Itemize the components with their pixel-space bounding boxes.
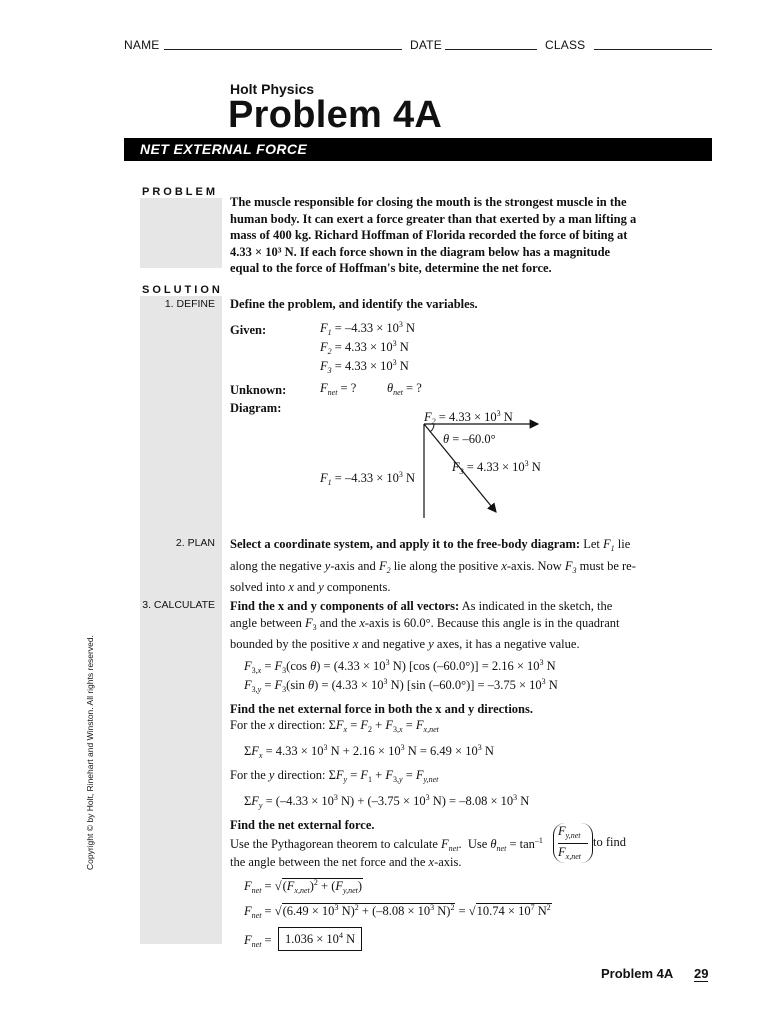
- name-blank-line: [164, 49, 402, 50]
- pythagorean-text: Use the Pythagorean theorem to calculate $F_{net}$. Use $\theta_{net} = \tan^{-1}$: [230, 836, 543, 853]
- define-heading: Define the problem, and identify the variables.: [230, 297, 478, 311]
- fraction-bar: [558, 843, 588, 844]
- calculate-heading-net: Find the net external force.: [230, 818, 375, 832]
- plan-heading: Select a coordinate system, and apply it to the free-body diagram:: [230, 537, 581, 551]
- eq-sum-fy: $\Sigma F_y = (-4.33 \times 10^3$ $N) + (-3.75 \times 10^3$ $N) = -8.08 \times 10^3$ N: [244, 793, 530, 810]
- f3-label: $F_3 = 4.33 \times 10^3$ N: [452, 459, 541, 476]
- calculate-heading-net-xy: Find the net external force in both the x and y directions.: [230, 702, 534, 716]
- eq-f3x: $F_{3,x} = F_3(\cos$ $\theta) = (4.33 \times 10^3$ N) [cos $(-60.0^\circ)] = 2.16 \times 10^3$ N: [244, 658, 556, 675]
- name-label: NAME: [124, 38, 160, 52]
- solution-section-label: SOLUTION: [142, 284, 223, 296]
- eq-fnet-values: $F_{net} = √(6.49 \times 10^3$ $N)^2 + (-8.08 \times 10^3$ $N)^2 = √10.74 \times 10^7$ $N^2$: [244, 903, 551, 920]
- problem-margin-box: [140, 198, 222, 268]
- f1-label: $F_1 = -4.33 \times 10^3$ N: [320, 470, 416, 487]
- problem-statement: The muscle responsible for closing the mouth is the strongest muscle in the human body. It can exert a force greater than that exerted by a man lifting a mass of 400 kg. Richard Hoffman of Florida recorded the force of biting at 4.33 × 10³ N. If each force shown in the diagram below has a magnitude equal to the force of Hoffman's bite, determine the net force.: [230, 195, 637, 275]
- footer-title: Problem 4A: [601, 966, 674, 981]
- eq-fnet-label: $F_{net}$ =: [244, 933, 272, 949]
- solution-margin-box: [140, 296, 222, 944]
- problem-section-label: PROBLEM: [142, 186, 218, 198]
- given-f1: $F_1 = -4.33 \times 10^3$ N: [320, 320, 416, 337]
- date-blank-line: [445, 49, 537, 50]
- step-plan: 2. PLAN: [175, 537, 215, 549]
- fnet-answer-box: $1.036 \times 10^4$ N: [278, 927, 362, 951]
- calculate-heading-components: Find the x and y components of all vectors:: [230, 599, 460, 613]
- fraction-denominator: $F_{x,net}$: [558, 845, 581, 861]
- copyright-notice: Copyright © by Holt, Rinehart and Winston. All rights reserved.: [85, 635, 95, 870]
- f2-label: $F_2 = 4.33 \times 10^3$ N: [424, 409, 513, 426]
- class-blank-line: [594, 49, 712, 50]
- eq-sum-fx: $\Sigma F_x = 4.33 \times 10^3$ $N + 2.16 \times 10^3$ $N = 6.49 \times 10^3$ N: [244, 743, 494, 760]
- book-title: Holt Physics: [230, 81, 315, 97]
- unknown-fnet: $F_{net}$ = ?: [320, 381, 357, 397]
- step-define: 1. DEFINE: [164, 298, 215, 310]
- page-number: 29: [694, 966, 709, 981]
- section-bar: [124, 138, 712, 161]
- eq-fnet-formula: $F_{net} = √(F_{x,net})^2 + (F_{y,net})$: [244, 878, 363, 895]
- to-find-text: to find: [593, 835, 626, 849]
- date-label: DATE: [410, 38, 442, 52]
- y-direction-sum: For the y direction: $\Sigma F_y = F_1 + F_{3,y} = F_{y,net}$: [230, 768, 439, 784]
- section-bar-label: NET EXTERNAL FORCE: [140, 141, 308, 157]
- given-label: Given:: [230, 323, 267, 337]
- tan-fraction: [553, 823, 593, 863]
- angle-text: the angle between the net force and the x-axis.: [230, 855, 462, 869]
- unknown-label: Unknown:: [230, 383, 287, 397]
- fraction-numerator: $F_{y,net}$: [558, 824, 581, 840]
- diagram-label: Diagram:: [230, 401, 282, 415]
- given-f3: $F_3 = 4.33 \times 10^3$ N: [320, 358, 409, 375]
- class-label: CLASS: [545, 38, 586, 52]
- eq-f3y: $F_{3,y} = F_3(\sin$ $\theta) = (4.33 \times 10^3$ N) [sin $(-60.0^\circ)] = -3.75 \times 10^3$ N: [244, 677, 558, 694]
- unknown-theta: $\theta_{net}$ = ?: [387, 381, 422, 397]
- step-calculate: 3. CALCULATE: [142, 599, 215, 611]
- theta-label: θ = –60.0°: [443, 432, 496, 446]
- x-direction-sum: For the x direction: $\Sigma F_x = F_2 + F_{3,x} = F_{x,net}$: [230, 718, 439, 734]
- problem-title: Problem 4A: [228, 94, 443, 136]
- plan-text: Select a coordinate system, and apply it to the free-body diagram: Let $F_1$ lie along the negative y-axis and $F_2$ lie along the positive x-axis. Now $F_3$ must be re-solved into x and y components.: [230, 537, 636, 594]
- given-f2: $F_2 = 4.33 \times 10^3$ N: [320, 339, 409, 356]
- calculate-text: Find the x and y components of all vectors: As indicated in the sketch, the angle between $F_3$ and the x-axis is 60.0°. Because this angle is in the quadrant bounded by the positive x and negative y axes, it has a negative value.: [230, 599, 620, 651]
